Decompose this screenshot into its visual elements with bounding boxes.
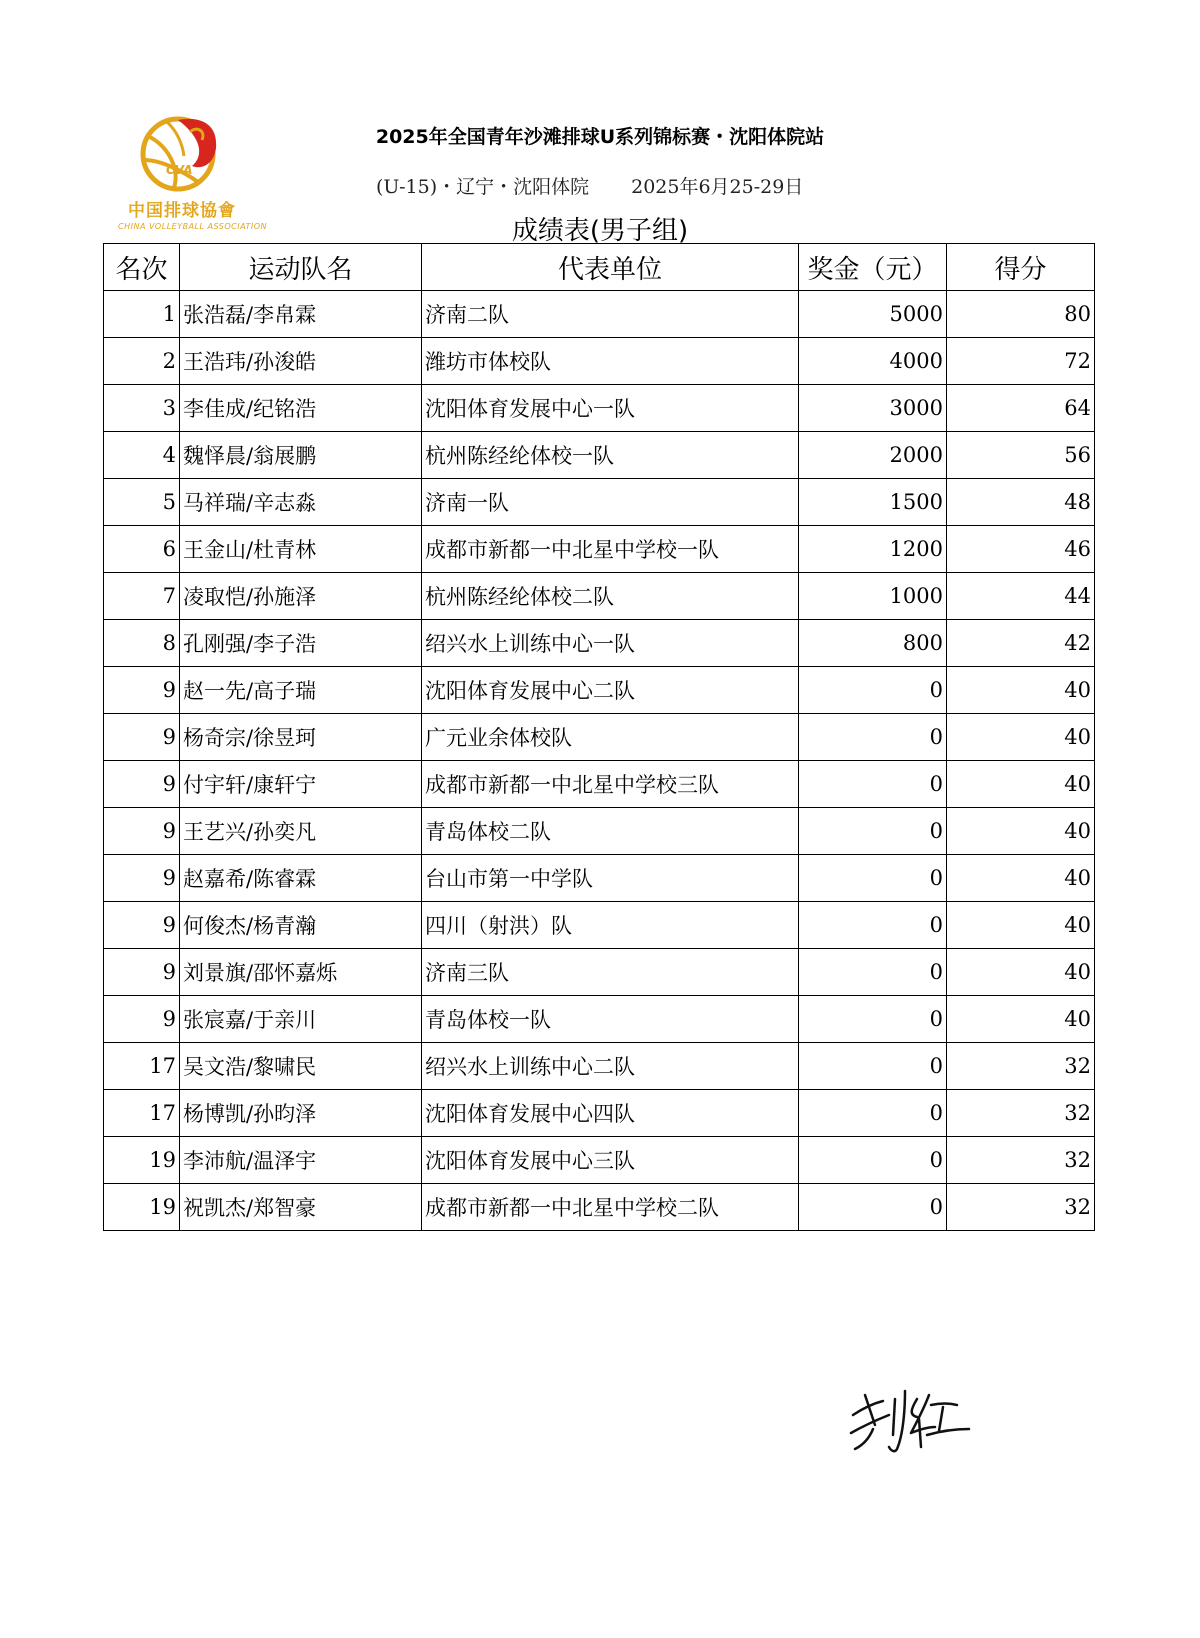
team-cell: 魏怿晨/翁展鹏 — [180, 432, 422, 479]
header-row — [104, 244, 1095, 291]
team-cell: 赵一先/高子瑞 — [180, 667, 422, 714]
table-row — [104, 996, 1095, 1043]
table-row — [104, 479, 1095, 526]
team-cell: 王浩玮/孙浚皓 — [180, 338, 422, 385]
logo-name-cn: 中国排球協會 — [128, 201, 236, 221]
team-cell: 张浩磊/李帛霖 — [180, 291, 422, 338]
table-row — [104, 902, 1095, 949]
team-cell: 马祥瑞/辛志淼 — [180, 479, 422, 526]
score-cell: 40 — [947, 996, 1095, 1043]
prize-cell: 0 — [799, 808, 947, 855]
team-cell: 杨奇宗/徐昱珂 — [180, 714, 422, 761]
rank-cell: 9 — [104, 949, 180, 996]
team-cell: 张宸嘉/于亲川 — [180, 996, 422, 1043]
prize-cell: 2000 — [799, 432, 947, 479]
prize-cell: 1500 — [799, 479, 947, 526]
table-row — [104, 808, 1095, 855]
team-cell: 王金山/杜青林 — [180, 526, 422, 573]
unit-cell: 四川（射洪）队 — [422, 902, 799, 949]
unit-cell: 成都市新都一中北星中学校二队 — [422, 1184, 799, 1231]
team-cell: 吴文浩/黎啸民 — [180, 1043, 422, 1090]
score-cell: 46 — [947, 526, 1095, 573]
col-header-score: 得分 — [947, 244, 1095, 291]
volleyball-emblem-icon — [118, 112, 244, 198]
rank-cell: 5 — [104, 479, 180, 526]
prize-cell: 1200 — [799, 526, 947, 573]
score-cell: 40 — [947, 667, 1095, 714]
prize-cell: 0 — [799, 667, 947, 714]
table-row — [104, 385, 1095, 432]
table-row — [104, 1043, 1095, 1090]
score-cell: 40 — [947, 808, 1095, 855]
prize-cell: 0 — [799, 949, 947, 996]
team-cell: 凌取恺/孙施泽 — [180, 573, 422, 620]
unit-cell: 潍坊市体校队 — [422, 338, 799, 385]
rank-cell: 8 — [104, 620, 180, 667]
score-cell: 56 — [947, 432, 1095, 479]
logo-name-en: CHINA VOLLEYBALL ASSOCIATION — [118, 222, 268, 231]
rank-cell: 17 — [104, 1090, 180, 1137]
prize-cell: 800 — [799, 620, 947, 667]
score-cell: 40 — [947, 714, 1095, 761]
prize-cell: 5000 — [799, 291, 947, 338]
prize-cell: 0 — [799, 902, 947, 949]
team-cell: 杨博凯/孙昀泽 — [180, 1090, 422, 1137]
unit-cell: 沈阳体育发展中心四队 — [422, 1090, 799, 1137]
prize-cell: 0 — [799, 1090, 947, 1137]
unit-cell: 济南三队 — [422, 949, 799, 996]
team-cell: 付宇轩/康轩宁 — [180, 761, 422, 808]
table-row — [104, 1090, 1095, 1137]
unit-cell: 沈阳体育发展中心二队 — [422, 667, 799, 714]
document-title: 2025年全国青年沙滩排球U系列锦标赛・沈阳体院站 — [375, 126, 825, 148]
event-subtitle — [376, 172, 803, 199]
team-cell: 孔刚强/李子浩 — [180, 620, 422, 667]
team-cell: 李佳成/纪铭浩 — [180, 385, 422, 432]
unit-cell: 济南一队 — [422, 479, 799, 526]
unit-cell: 绍兴水上训练中心一队 — [422, 620, 799, 667]
unit-cell: 成都市新都一中北星中学校一队 — [422, 526, 799, 573]
prize-cell: 4000 — [799, 338, 947, 385]
prize-cell: 0 — [799, 996, 947, 1043]
prize-cell: 0 — [799, 1184, 947, 1231]
score-cell: 32 — [947, 1137, 1095, 1184]
score-cell: 44 — [947, 573, 1095, 620]
team-cell: 何俊杰/杨青瀚 — [180, 902, 422, 949]
rank-cell: 19 — [104, 1184, 180, 1231]
table-row — [104, 338, 1095, 385]
table-row — [104, 573, 1095, 620]
rank-cell: 9 — [104, 902, 180, 949]
rank-cell: 9 — [104, 996, 180, 1043]
unit-cell: 沈阳体育发展中心三队 — [422, 1137, 799, 1184]
table-row — [104, 667, 1095, 714]
prize-cell: 0 — [799, 855, 947, 902]
rank-cell: 6 — [104, 526, 180, 573]
table-row — [104, 1137, 1095, 1184]
table-row — [104, 714, 1095, 761]
event-date: 2025年6月25-29日 — [631, 176, 804, 198]
score-cell: 48 — [947, 479, 1095, 526]
unit-cell: 沈阳体育发展中心一队 — [422, 385, 799, 432]
prize-cell: 0 — [799, 761, 947, 808]
table-row — [104, 855, 1095, 902]
table-row — [104, 761, 1095, 808]
unit-cell: 广元业余体校队 — [422, 714, 799, 761]
score-cell: 80 — [947, 291, 1095, 338]
rank-cell: 7 — [104, 573, 180, 620]
score-cell: 32 — [947, 1043, 1095, 1090]
score-cell: 40 — [947, 855, 1095, 902]
table-row — [104, 620, 1095, 667]
score-cell: 72 — [947, 338, 1095, 385]
unit-cell: 杭州陈经纶体校一队 — [422, 432, 799, 479]
rank-cell: 17 — [104, 1043, 180, 1090]
unit-cell: 成都市新都一中北星中学校三队 — [422, 761, 799, 808]
score-cell: 40 — [947, 761, 1095, 808]
team-cell: 赵嘉希/陈睿霖 — [180, 855, 422, 902]
unit-cell: 杭州陈经纶体校二队 — [422, 573, 799, 620]
col-header-prize: 奖金（元） — [799, 244, 947, 291]
rank-cell: 9 — [104, 808, 180, 855]
score-cell: 32 — [947, 1090, 1095, 1137]
rank-cell: 9 — [104, 667, 180, 714]
prize-cell: 3000 — [799, 385, 947, 432]
event-group: (U-15)・辽宁・沈阳体院 — [376, 176, 590, 198]
rank-cell: 19 — [104, 1137, 180, 1184]
score-cell: 40 — [947, 902, 1095, 949]
rank-cell: 9 — [104, 714, 180, 761]
col-header-rank: 名次 — [104, 244, 180, 291]
table-row — [104, 432, 1095, 479]
prize-cell: 0 — [799, 1137, 947, 1184]
rank-cell: 3 — [104, 385, 180, 432]
unit-cell: 台山市第一中学队 — [422, 855, 799, 902]
score-cell: 64 — [947, 385, 1095, 432]
rank-cell: 1 — [104, 291, 180, 338]
rank-cell: 9 — [104, 761, 180, 808]
score-cell: 42 — [947, 620, 1095, 667]
table-row — [104, 291, 1095, 338]
team-cell: 王艺兴/孙奕凡 — [180, 808, 422, 855]
prize-cell: 1000 — [799, 573, 947, 620]
score-cell: 40 — [947, 949, 1095, 996]
cva-logo — [118, 112, 268, 240]
emblem-text: CVA — [166, 163, 193, 177]
team-cell: 李沛航/温泽宇 — [180, 1137, 422, 1184]
rank-cell: 4 — [104, 432, 180, 479]
results-table — [103, 243, 1095, 1231]
unit-cell: 青岛体校二队 — [422, 808, 799, 855]
team-cell: 刘景旗/邵怀嘉烁 — [180, 949, 422, 996]
unit-cell: 绍兴水上训练中心二队 — [422, 1043, 799, 1090]
table-row — [104, 526, 1095, 573]
score-cell: 32 — [947, 1184, 1095, 1231]
unit-cell: 青岛体校一队 — [422, 996, 799, 1043]
prize-cell: 0 — [799, 714, 947, 761]
col-header-team: 运动队名 — [180, 244, 422, 291]
handwritten-signature — [845, 1385, 975, 1455]
prize-cell: 0 — [799, 1043, 947, 1090]
unit-cell: 济南二队 — [422, 291, 799, 338]
col-header-unit: 代表单位 — [422, 244, 799, 291]
rank-cell: 9 — [104, 855, 180, 902]
table-row — [104, 1184, 1095, 1231]
team-cell: 祝凯杰/郑智豪 — [180, 1184, 422, 1231]
table-title: 成绩表(男子组) — [511, 216, 689, 246]
table-row — [104, 949, 1095, 996]
rank-cell: 2 — [104, 338, 180, 385]
